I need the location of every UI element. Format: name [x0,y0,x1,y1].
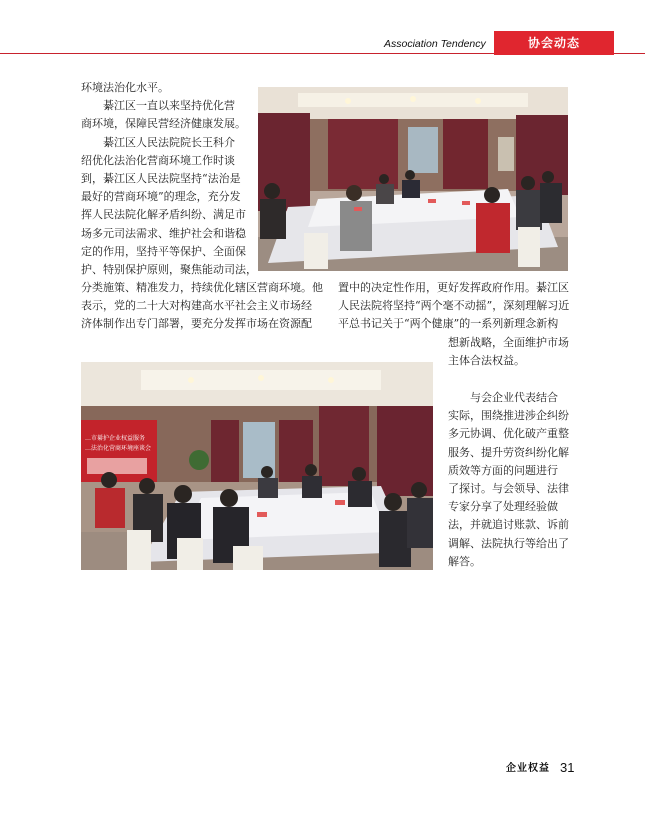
text-line: 人民法院将坚持“两个毫不动摇”，深刻理解习近 [338,299,570,313]
article-full-line [81,279,331,297]
text-line: 平总书记关于“两个健康”的一系列新理念新构 [338,317,559,331]
text-line: 挥人民法院化解矛盾纠纷、满足市 [81,208,246,222]
text-line: 绍优化法治化营商环境工作时谈 [81,153,235,167]
banner-text-1: …市綦护企业权益服务 [85,435,146,442]
text-line: 场多元司法需求、维护社会和谐稳 [81,226,246,240]
text-line: 法，并就追讨账款、诉前 [448,518,569,532]
text-line: 主体合法权益。 [448,353,525,367]
text-line: 与会企业代表结合 [470,391,558,404]
text-line: 了探讨。与会领导、法律 [448,482,569,496]
text-line: 多元协调、优化破产重整 [448,427,569,441]
text-line: 綦江区一直以来坚持优化营 [103,99,235,113]
text-line: 到，綦江区人民法院坚持“法治是 [81,172,241,186]
text-line: 调解、法院执行等给出了 [448,536,569,550]
text-line: 綦江区人民法院院长王科介 [103,135,235,149]
section-title-en: Association Tendency [384,38,486,50]
text-line: 解答。 [448,554,481,568]
text-line: 分类施策、精准发力，持续优化辖区营商环境。他 [81,281,323,294]
text-line: 质效等方面的问题进行 [448,463,558,477]
section-tag: 协会动态 [494,31,614,55]
magazine-name: 企业权益 [506,763,550,774]
article-left-column [81,79,257,279]
text-line: 商环境，保障民营经济健康发展。 [81,117,246,131]
article-right-column-a [338,279,570,370]
article-left-mid [81,297,331,333]
text-line: 实际，围绕推进涉企纠纷 [448,409,569,423]
text-line: 表示，党的二十大对构建高水平社会主义市场经 [81,299,312,312]
text-line: 护、特别保护原则，聚焦能动司法， [81,263,257,277]
text-line: 专家分享了处理经验做 [448,500,558,514]
meeting-photo-2 [81,362,433,570]
text-line: 最好的营商环境”的理念，充分发 [81,190,241,204]
banner-text-2: …法治化营商环境座谈会 [85,445,152,452]
meeting-photo-1 [258,87,568,271]
text-line: 环境法治化水平。 [81,81,169,94]
text-line: 置中的决定性作用，更好发挥政府作用。綦江区 [338,281,569,294]
text-line: 定的作用，坚持平等保护、全面保 [81,244,246,258]
article-right-column-b [448,389,570,571]
text-line: 济体制作出专门部署，要充分发挥市场在资源配 [81,317,312,331]
page-number: 31 [560,760,575,775]
text-line: 服务、提升劳资纠纷化解 [448,445,569,459]
text-line: 想新战略，全面维护市场 [448,335,569,349]
